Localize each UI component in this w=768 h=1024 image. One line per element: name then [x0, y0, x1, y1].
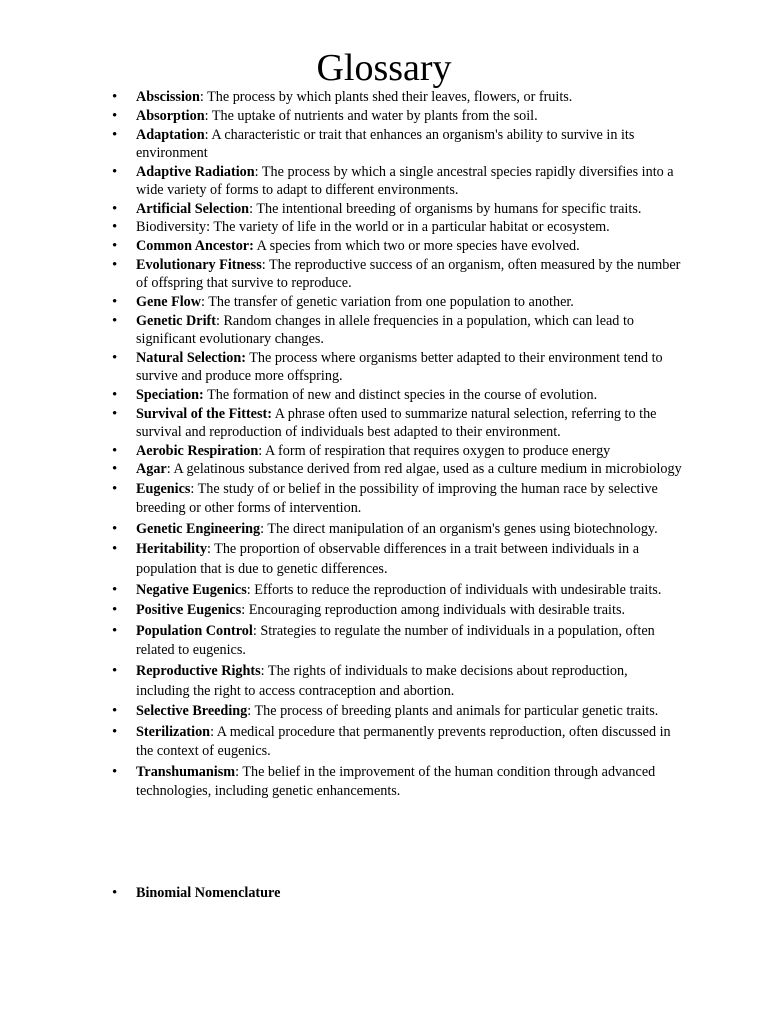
glossary-term: Eugenics	[136, 480, 191, 497]
glossary-entry: • Reproductive Rights: The rights of individuals to make decisions about reproduction, including the right to access contraception and abortion.	[112, 662, 682, 701]
glossary-definition: The process by which a single ancestral species rapidly diversifies into a wide variety of forms to adapt to different environments.	[136, 163, 674, 198]
glossary-definition: The variety of life in the world or in a particular habitat or ecosystem.	[213, 219, 610, 236]
glossary-entry: • Artificial Selection: The intentional breeding of organisms by humans for specific traits.	[112, 200, 682, 218]
glossary-entry: • Population Control: Strategies to regulate the number of individuals in a population, often related to eugenics.	[112, 622, 682, 661]
glossary-entry: • Selective Breeding: The process of breeding plants and animals for particular genetic traits.	[112, 702, 682, 722]
glossary-list	[112, 88, 682, 803]
glossary-term: Binomial Nomenclature	[136, 885, 281, 901]
glossary-entry	[112, 349, 682, 385]
page-title: Glossary	[316, 47, 452, 89]
glossary-term: Adaptive Radiation	[136, 163, 255, 180]
glossary-entry: • Heritability: The proportion of observable differences in a trait between individuals in a population that is due to genetic differences.	[112, 540, 682, 579]
glossary-definition: The proportion of observable differences in a trait between individuals in a population that is due to genetic differences.	[136, 541, 639, 577]
glossary-definition: Strategies to regulate the number of individuals in a population, often related to eugenics.	[136, 622, 655, 659]
glossary-term: Population Control	[136, 622, 253, 639]
glossary-definition: A phrase often used to summarize natural selection, referring to the survival and reproduction of individuals best adapted to their environment.	[136, 405, 657, 440]
glossary-term: Speciation:	[136, 386, 204, 403]
glossary-term: Gene Flow	[136, 293, 202, 310]
glossary-term: Sterilization	[136, 723, 211, 740]
glossary-definition: A gelatinous substance derived from red algae, used as a culture medium in microbiology	[173, 461, 682, 478]
glossary-term: Reproductive Rights	[136, 662, 261, 679]
additional-terms-list	[112, 884, 682, 903]
glossary-entry: • Abscission: The process by which plants shed their leaves, flowers, or fruits.	[112, 88, 682, 106]
glossary-definition: The belief in the improvement of the human condition through advanced technologies, including genetic enhancements.	[136, 763, 656, 800]
glossary-entry: • Evolutionary Fitness: The reproductive success of an organism, often measured by the number of offspring that survive to reproduce.	[112, 256, 682, 292]
glossary-entry: • Agar: A gelatinous substance derived from red algae, used as a culture medium in microbiology	[112, 460, 682, 478]
glossary-term: Adaptation	[136, 126, 205, 143]
glossary-term: Aerobic Respiration	[136, 442, 259, 459]
glossary-entry: • Absorption: The uptake of nutrients and water by plants from the soil.	[112, 107, 682, 125]
glossary-definition: The direct manipulation of an organism's genes using biotechnology.	[267, 520, 658, 537]
glossary-definition: Random changes in allele frequencies in a population, which can lead to significant evolutionary changes.	[136, 312, 634, 347]
glossary-definition: The uptake of nutrients and water by plants from the soil.	[211, 107, 538, 124]
glossary-entry	[112, 386, 682, 404]
glossary-definition: The transfer of genetic variation from one population to another.	[208, 293, 574, 310]
glossary-definition: A characteristic or trait that enhances an organism's ability to survive in its environment	[136, 126, 635, 161]
glossary-term: Absorption	[136, 107, 205, 124]
glossary-definition: The study of or belief in the possibility of improving the human race by selective breeding or other forms of intervention.	[136, 480, 658, 517]
glossary-definition: The intentional breeding of organisms by humans for specific traits.	[256, 200, 642, 217]
glossary-entry: • Aerobic Respiration: A form of respiration that requires oxygen to produce energy	[112, 442, 682, 460]
glossary-term: Common Ancestor:	[136, 238, 254, 255]
glossary-term: Positive Eugenics	[136, 602, 242, 619]
glossary-definition: The process of breeding plants and animals for particular genetic traits.	[254, 703, 659, 720]
glossary-term: Artificial Selection	[136, 200, 250, 217]
glossary-definition: The reproductive success of an organism, often measured by the number of offspring that survive to reproduce.	[136, 256, 681, 292]
glossary-definition: A form of respiration that requires oxygen to produce energy	[265, 442, 611, 459]
glossary-definition: The process where organisms better adapted to their environment tend to survive and produce more offspring.	[136, 349, 663, 384]
glossary-term: Heritability	[136, 541, 207, 558]
glossary-term: Genetic Drift	[136, 312, 216, 329]
glossary-definition: The process by which plants shed their leaves, flowers, or fruits.	[207, 89, 573, 105]
glossary-entry: • Negative Eugenics: Efforts to reduce the reproduction of individuals with undesirable traits.	[112, 581, 682, 601]
glossary-term: Selective Breeding	[136, 703, 248, 720]
glossary-entry: • Sterilization: A medical procedure that permanently prevents reproduction, often discussed in the context of eugenics.	[112, 723, 682, 762]
glossary-definition: Encouraging reproduction among individuals with desirable traits.	[248, 602, 626, 619]
glossary-term: Abscission	[136, 89, 200, 105]
glossary-entry: • Genetic Drift: Random changes in allele frequencies in a population, which can lead to significant evolutionary changes.	[112, 312, 682, 348]
glossary-term: Natural Selection:	[136, 349, 246, 366]
glossary-definition: A medical procedure that permanently prevents reproduction, often discussed in the context of eugenics.	[136, 723, 671, 760]
glossary-term: Evolutionary Fitness	[136, 256, 262, 273]
glossary-entry: • Gene Flow: The transfer of genetic variation from one population to another.	[112, 293, 682, 311]
glossary-definition: Efforts to reduce the reproduction of individuals with undesirable traits.	[254, 581, 662, 598]
glossary-definition: A species from which two or more species have evolved.	[256, 238, 580, 255]
glossary-entry	[112, 405, 682, 441]
glossary-term: Transhumanism	[136, 763, 236, 780]
glossary-entry: • Eugenics: The study of or belief in the possibility of improving the human race by selective breeding or other forms of intervention.	[112, 480, 682, 519]
glossary-term: Survival of the Fittest:	[136, 405, 272, 422]
glossary-term: Genetic Engineering	[136, 520, 261, 537]
glossary-entry: • Adaptation: A characteristic or trait that enhances an organism's ability to survive in its environment	[112, 126, 682, 162]
glossary-entry: • Adaptive Radiation: The process by which a single ancestral species rapidly diversifies into a wide variety of forms to adapt to different environments.	[112, 163, 682, 199]
glossary-entry	[112, 237, 682, 255]
glossary-definition: The formation of new and distinct species in the course of evolution.	[207, 386, 598, 403]
glossary-entry: • Biodiversity: The variety of life in the world or in a particular habitat or ecosystem.	[112, 218, 682, 236]
glossary-entry	[112, 884, 682, 903]
glossary-definition: The rights of individuals to make decisions about reproduction, including the right to access contraception and abortion.	[136, 662, 628, 699]
glossary-entry: • Positive Eugenics: Encouraging reproduction among individuals with desirable traits.	[112, 601, 682, 621]
glossary-term: Agar	[136, 461, 167, 478]
glossary-entry: • Transhumanism: The belief in the improvement of the human condition through advanced technologies, including genetic enhancements.	[112, 763, 682, 802]
glossary-term: Biodiversity	[136, 219, 207, 236]
glossary-term: Negative Eugenics	[136, 581, 247, 598]
glossary-entry: • Genetic Engineering: The direct manipulation of an organism's genes using biotechnology.	[112, 520, 682, 540]
